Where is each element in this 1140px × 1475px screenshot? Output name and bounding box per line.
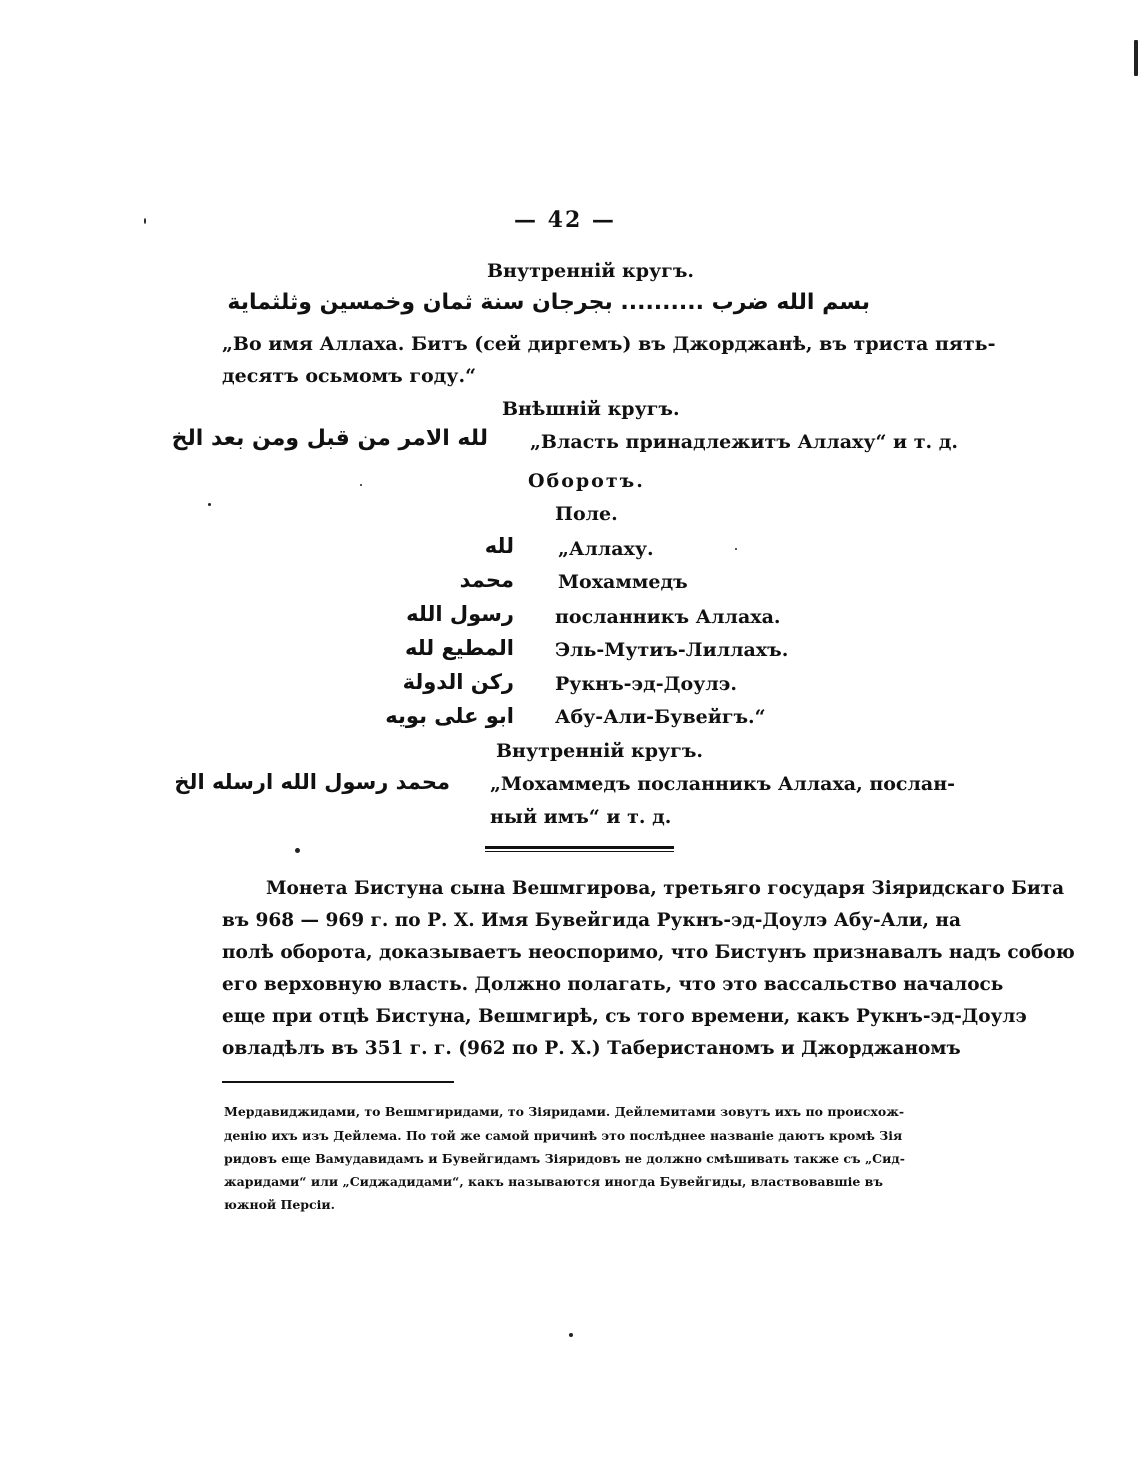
inner-circle-heading: Внутренній кругъ. [487, 260, 695, 282]
paragraph-line-4: его верховную власть. Должно полагать, что это вассальство началось [222, 974, 1004, 995]
field-arabic-line-1: لله [484, 534, 514, 558]
footnote-line-2: денію ихъ изъ Дейлема. По той же самой причинѣ это послѣднее названіе даютъ кромѣ Зія [224, 1128, 903, 1143]
footnote-line-5: южной Персіи. [224, 1197, 336, 1212]
footnote-divider [222, 1081, 454, 1083]
paragraph-line-3: полѣ оборота, доказываетъ неоспоримо, что Бистунъ признавалъ надъ собою [222, 942, 1075, 963]
field-arabic-line-2: محمد [459, 568, 514, 592]
scan-speck [735, 548, 737, 550]
footnote-line-4: жаридами“ или „Сиджадидами“, какъ называются иногда Бувейгиды, властвовавшіе въ [224, 1174, 883, 1189]
field-heading: Поле. [555, 503, 618, 525]
field-translation-line-4: Эль-Мутиъ-Лиллахъ. [555, 639, 789, 661]
paragraph-line-1: Монета Бистуна сына Вешмгирова, третьяго государя Зіяридскаго Бита [266, 878, 1065, 899]
inner-circle-2-translation-line-2: ный имъ“ и т. д. [490, 806, 672, 828]
field-translation-line-3: посланникъ Аллаха. [555, 606, 781, 628]
paragraph-line-2: въ 968 — 969 г. по Р. Х. Имя Бувейгида Рукнъ-эд-Доулэ Абу-Али, на [222, 910, 961, 931]
scan-speck [144, 218, 146, 224]
inner-circle-arabic: بسم الله ضرب .......... بجرجان سنة ثمان وخمسين وثلثماية [227, 290, 870, 315]
inner-circle-translation-line-1: „Во имя Аллаха. Битъ (сей диргемъ) въ Джорджанѣ, въ триста пять- [222, 333, 996, 355]
field-translation-line-1: „Аллаху. [558, 538, 654, 560]
inner-circle-2-translation-line-1: „Мохаммедъ посланникъ Аллаха, послан- [490, 773, 955, 795]
reverse-heading: Оборотъ. [528, 470, 645, 492]
outer-circle-heading: Внѣшній кругъ. [502, 398, 680, 420]
inner-circle-2-arabic: محمد رسول الله ارسله الخ [174, 770, 450, 794]
section-divider [485, 846, 674, 849]
footnote-line-3: ридовъ еще Вамудавидамъ и Бувейгидамъ Зіяридовъ не должно смѣшивать также съ „Сид- [224, 1151, 905, 1166]
scan-speck [569, 1333, 573, 1337]
outer-circle-arabic: لله الامر من قبل ومن بعد الخ [171, 426, 488, 451]
scan-speck [360, 484, 362, 486]
field-arabic-line-6: ابو على بويه [385, 704, 514, 728]
footnote-line-1: Мердавиджидами, то Вешмгиридами, то Зіяридами. Дейлемитами зовутъ ихъ по происхож- [224, 1104, 905, 1119]
field-translation-line-6: Абу-Али-Бувейгъ.“ [555, 706, 766, 728]
field-arabic-line-4: المطيع لله [404, 636, 514, 660]
section-divider-thin [485, 851, 674, 852]
outer-circle-translation: „Власть принадлежитъ Аллаху“ и т. д. [530, 431, 959, 453]
scan-speck [208, 503, 211, 506]
inner-circle-2-heading: Внутренній кругъ. [496, 740, 704, 762]
field-translation-line-5: Рукнъ-эд-Доулэ. [555, 673, 737, 695]
scan-speck [295, 848, 300, 853]
field-translation-line-2: Мохаммедъ [558, 571, 688, 593]
inner-circle-translation-line-2: десятъ осьмомъ году.“ [222, 365, 477, 387]
page-number: — 42 — [514, 207, 616, 233]
scan-speck [1134, 40, 1138, 76]
field-arabic-line-5: ركن الدولة [402, 670, 514, 694]
paragraph-line-5: еще при отцѣ Бистуна, Вешмгирѣ, съ того времени, какъ Рукнъ-эд-Доулэ [222, 1006, 1027, 1027]
field-arabic-line-3: رسول الله [406, 602, 514, 626]
paragraph-line-6: овладѣлъ въ 351 г. г. (962 по Р. Х.) Таберистаномъ и Джорджаномъ [222, 1038, 961, 1059]
